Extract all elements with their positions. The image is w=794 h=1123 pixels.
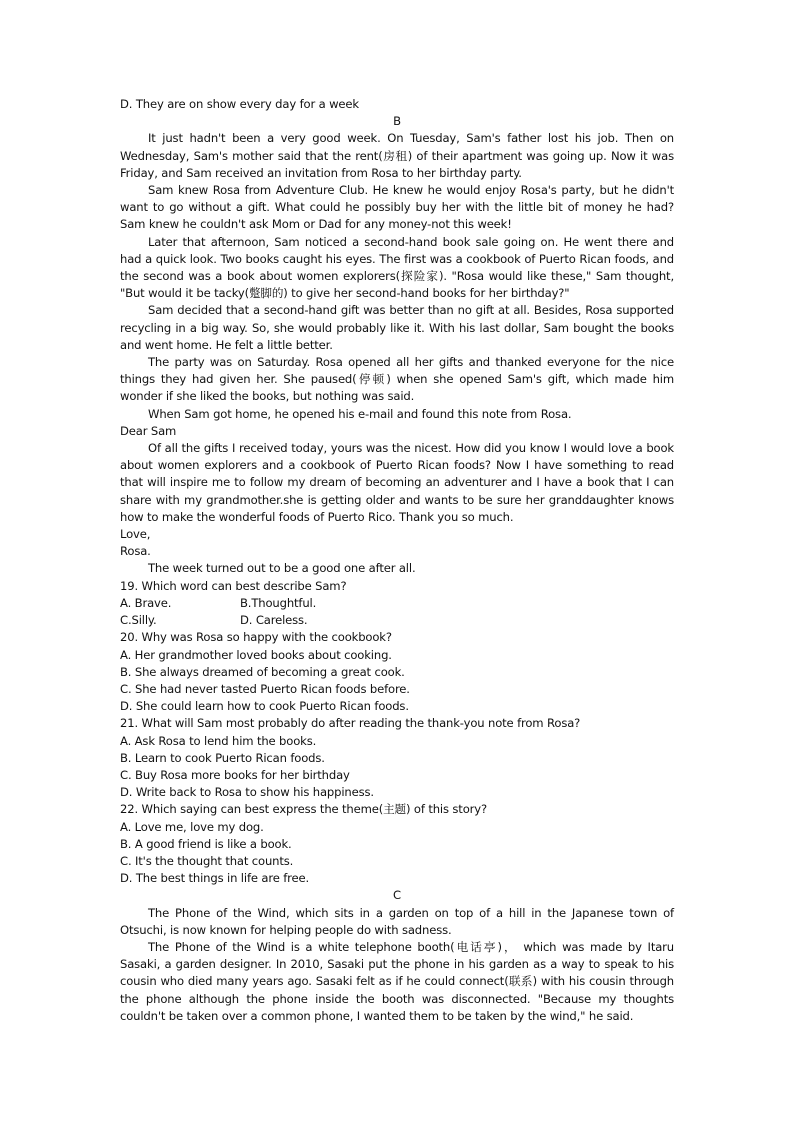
option-c: C.Silly. [120, 613, 157, 628]
option-d: D. The best things in life are free. [120, 871, 310, 886]
letter-greeting: Dear Sam [120, 423, 177, 438]
question-19-options-row-1 [120, 595, 674, 612]
section-b-paragraph: Later that afternoon, Sam noticed a second-hand book sale going on. He went there and had a quick look. Two books caught his eyes. The first was a cookbook of Puerto Rican foods, and the second was a book about women explorers(探险家). "Rosa would like these," Sam thought, "But would it be tacky(蹩脚的) to give her second-hand books for her birthday?" [120, 234, 674, 301]
letter-closing: Love, [120, 527, 151, 542]
letter-body: Of all the gifts I received today, yours was the nicest. How did you know I would love a book about women explorers and a cookbook of Puerto Rican foods? Now I have something to read that will inspire me to follow my dream of becoming an adventurer and I have a book that I can share with my grandmother.she is getting older and wants to be sure her granddaughter knows how to make the wonderful foods of Puerto Rico. Thank you so much. [120, 441, 674, 524]
question-21: 21. What will Sam most probably do after reading the thank-you note from Rosa? [120, 716, 581, 731]
section-b-paragraph: Sam knew Rosa from Adventure Club. He knew he would enjoy Rosa's party, but he didn't want to go without a gift. What could he possibly buy her with the little bit of money he had? Sam knew he couldn't ask Mom or Dad for any money-not this week! [120, 183, 674, 232]
option-c: C. Buy Rosa more books for her birthday [120, 767, 350, 782]
previous-question-option-d: D. They are on show every day for a week [120, 97, 359, 111]
option-b: B. Learn to cook Puerto Rican foods. [120, 750, 325, 765]
option-b: B.Thoughtful. [240, 595, 317, 610]
story-ending: The week turned out to be a good one after all. [148, 561, 416, 576]
section-c-paragraph: The Phone of the Wind, which sits in a garden on top of a hill in the Japanese town of Otsuchi, is now known for helping people do with sadness. [120, 905, 674, 937]
letter-signature: Rosa. [120, 544, 151, 559]
option-b: B. She always dreamed of becoming a great cook. [120, 664, 405, 679]
option-d: D. Careless. [240, 613, 308, 628]
section-b-paragraph: The party was on Saturday. Rosa opened all her gifts and thanked everyone for the nice things they had given her. She paused(停顿) when she opened Sam's gift, which made him wonder if she liked the books, but nothing was said. [120, 355, 674, 404]
option-a: A. Brave. [120, 595, 172, 610]
section-b-paragraph: Sam decided that a second-hand gift was better than no gift at all. Besides, Rosa supported recycling in a big way. So, she would probably like it. With his last dollar, Sam bought the books and went home. He felt a little better. [120, 303, 674, 352]
document-page [120, 96, 674, 1025]
option-d: D. She could learn how to cook Puerto Rican foods. [120, 699, 409, 714]
question-20: 20. Why was Rosa so happy with the cookbook? [120, 630, 392, 645]
option-b: B. A good friend is like a book. [120, 836, 292, 851]
section-c-heading: C [393, 888, 401, 903]
section-b-heading: B [393, 114, 401, 129]
option-a: A. Ask Rosa to lend him the books. [120, 733, 317, 748]
option-a: A. Her grandmother loved books about cooking. [120, 647, 392, 662]
section-b-paragraph: When Sam got home, he opened his e-mail and found this note from Rosa. [148, 406, 572, 421]
option-d: D. Write back to Rosa to show his happiness. [120, 785, 374, 800]
question-22: 22. Which saying can best express the theme(主题) of this story? [120, 802, 487, 817]
section-c-paragraph: The Phone of the Wind is a white telephone booth(电话亭)， which was made by Itaru Sasaki, a garden designer. In 2010, Sasaki put the phone in his garden as a way to speak to his cousin who died many years ago. Sasaki felt as if he could connect(联系) with his cousin through the phone although the phone inside the booth was disconnected. "Because my thoughts couldn't be taken over a common phone, I wanted them to be taken by the wind," he said. [120, 939, 674, 1023]
option-a: A. Love me, love my dog. [120, 819, 264, 834]
question-19: 19. Which word can best describe Sam? [120, 578, 347, 593]
section-b-paragraph: It just hadn't been a very good week. On Tuesday, Sam's father lost his job. Then on Wednesday, Sam's mother said that the rent(房租) of their apartment was going up. Now it was Friday, and Sam received an invitation from Rosa to her birthday party. [120, 131, 674, 180]
question-19-options-row-2 [120, 612, 674, 629]
option-c: C. She had never tasted Puerto Rican foods before. [120, 681, 410, 696]
option-c: C. It's the thought that counts. [120, 853, 294, 868]
